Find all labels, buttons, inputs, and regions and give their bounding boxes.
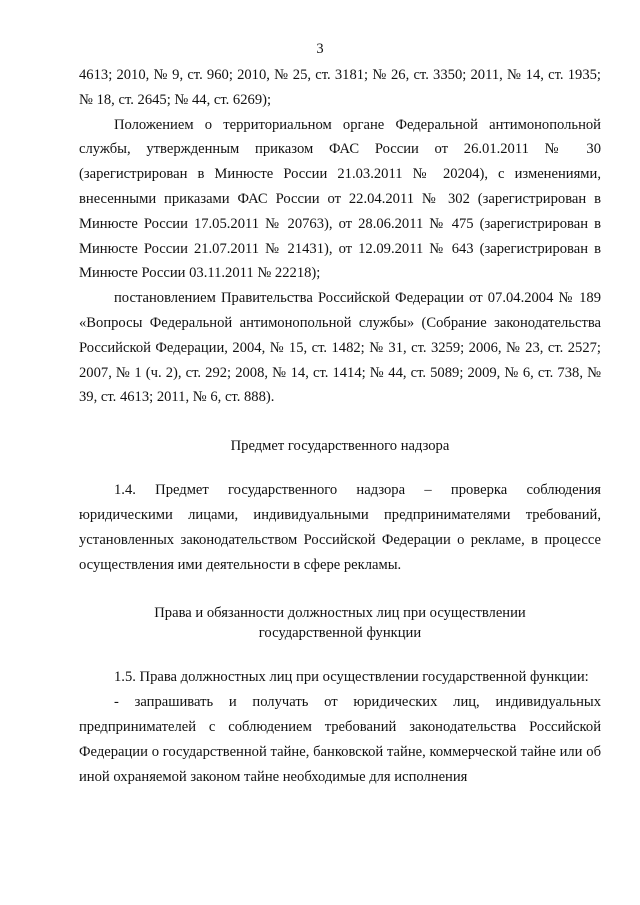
paragraph-request-rights: - запрашивать и получать от юридических лиц, индивидуальных предпринимателей с соблюдением требований законодательства Российской Федерации о государственной тайне, банковской тайне, коммерческой тайне или об иной охраняемой законом тайне необходимые для исполнения bbox=[79, 694, 601, 785]
paragraph-1-5: 1.5. Права должностных лиц при осуществлении государственной функции: bbox=[114, 669, 589, 686]
paragraph-government-resolution: постановлением Правительства Российской Федерации от 07.04.2004 № 189 «Вопросы Федеральной антимонопольной службы» (Собрание законодательства Российской Федерации, 2004, № 15, ст. 1482; № 31, ст. 3259; 2006, № 23, ст. 2527; 2007, № 1 (ч. 2), ст. 292; 2008, № 14, ст. 1414; № 44, ст. 5089; 2009, № 6, ст. 738, № 39, ст. 4613; 2011, № 6, ст. 888). bbox=[79, 290, 601, 406]
section-heading-subject-of-supervision: Предмет государственного надзора bbox=[230, 438, 450, 455]
section-heading-rights-line-2: государственной функции bbox=[258, 625, 422, 642]
spacer bbox=[79, 410, 601, 436]
spacer bbox=[79, 577, 601, 603]
paragraph-citation-continuation: 4613; 2010, № 9, ст. 960; 2010, № 25, ст. 3181; № 26, ст. 3350; 2011, № 14, ст. 1935; № 18, ст. 2645; № 44, ст. 6269); bbox=[79, 67, 601, 108]
page-number: 3 bbox=[316, 41, 324, 57]
document-body bbox=[79, 63, 601, 789]
paragraph-1-4: 1.4. Предмет государственного надзора – проверка соблюдения юридическими лицами, индивидуальными предпринимателями требований, установленных законодательством Российской Федерации о рекламе, в процессе осуществления ими деятельности в сфере рекламы. bbox=[79, 482, 601, 573]
section-heading-rights-line-1: Права и обязанности должностных лиц при осуществлении bbox=[154, 605, 526, 622]
spacer bbox=[79, 456, 601, 478]
paragraph-territorial-body-regulation: Положением о территориальном органе Федеральной антимонопольной службы, утвержденным приказом ФАС России от 26.01.2011 № 30 (зарегистрирован в Минюсте России 21.03.2011 № 20204), с изменениями, внесенными приказами ФАС России от 22.04.2011 № 302 (зарегистрирован в Минюсте России 17.05.2011 № 20763), от 28.06.2011 № 475 (зарегистрирован в Минюсте России 21.07.2011 № 21431), от 12.09.2011 № 643 (зарегистрирован в Минюсте России 03.11.2011 № 22218); bbox=[79, 116, 601, 282]
spacer bbox=[79, 643, 601, 665]
